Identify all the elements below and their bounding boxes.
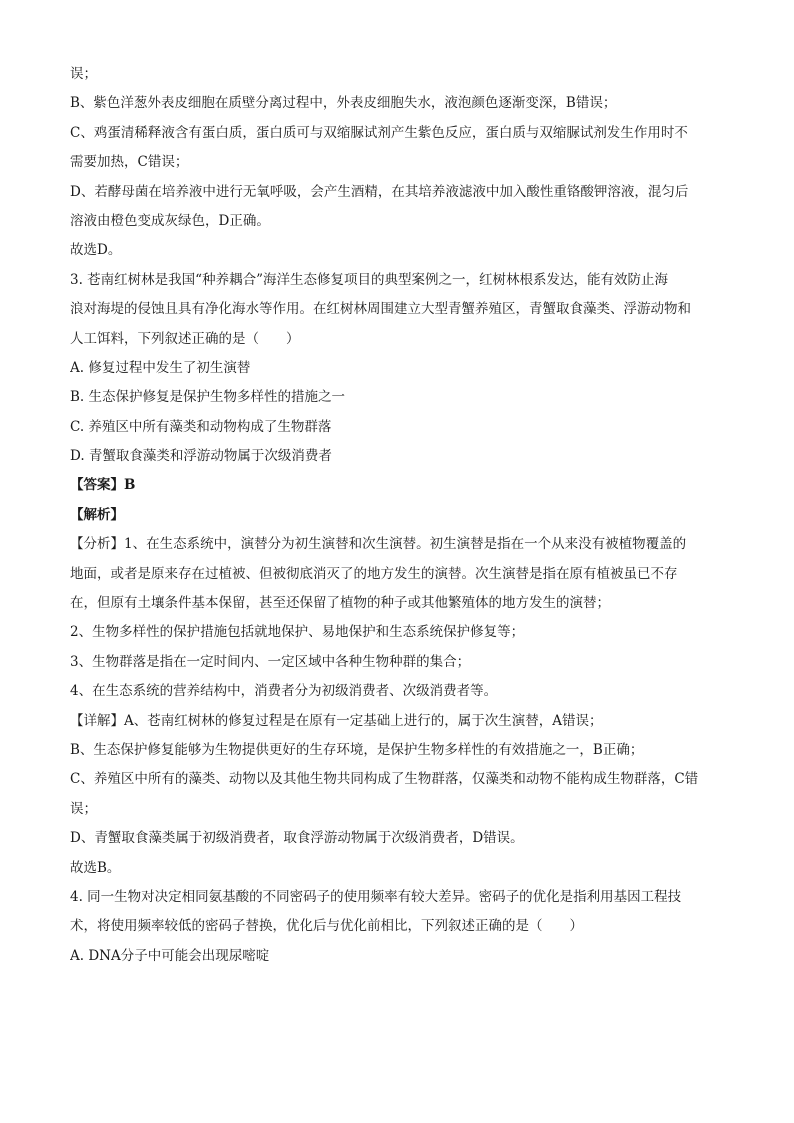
text-line: 术，将使用频率较低的密码子替换，优化后与优化前相比，下列叙述正确的是（ ） <box>70 918 583 935</box>
text-line: D. 青蟹取食藻类和浮游动物属于次级消费者 <box>70 448 332 465</box>
document-page <box>70 60 726 971</box>
text-line: 3、生物群落是指在一定时间内、一定区域中各种生物种群的集合； <box>70 653 471 670</box>
text-line: B、紫色洋葱外表皮细胞在质壁分离过程中，外表皮细胞失水，液泡颜色逐渐变深，B错误； <box>70 95 617 112</box>
text-line: C. 养殖区中所有藻类和动物构成了生物群落 <box>70 418 332 435</box>
text-line: A. 修复过程中发生了初生演替 <box>70 359 251 376</box>
text-line: 4、在生态系统的营养结构中，消费者分为初级消费者、次级消费者等。 <box>70 683 498 700</box>
text-line: 4. 同一生物对决定相同氨基酸的不同密码子的使用频率有较大差异。密码子的优化是指利用基因工程技 <box>70 888 682 905</box>
text-line: 溶液由橙色变成灰绿色，D正确。 <box>70 212 270 229</box>
text-line: C、鸡蛋清稀释液含有蛋白质，蛋白质可与双缩脲试剂产生紫色反应，蛋白质与双缩脲试剂发生作用时不 <box>70 124 688 141</box>
text-line: A. DNA分子中可能会出现尿嘧啶 <box>70 947 270 964</box>
text-line: 浪对海堤的侵蚀且具有净化海水等作用。在红树林周围建立大型青蟹养殖区，青蟹取食藻类、浮游动物和 <box>70 301 691 318</box>
text-line: 误； <box>70 66 97 82</box>
text-line: 【分析】1、在生态系统中，演替分为初生演替和次生演替。初生演替是指在一个从来没有被植物覆盖的 <box>70 536 687 553</box>
text-line: D、青蟹取食藻类属于初级消费者，取食浮游动物属于次级消费者，D错误。 <box>70 830 524 847</box>
text-line: D、若酵母菌在培养液中进行无氧呼吸，会产生酒精，在其培养液滤液中加入酸性重铬酸钾溶液，混匀后 <box>70 183 689 200</box>
text-line: 人工饵料，下列叙述正确的是（ ） <box>70 330 300 347</box>
text-line: 故选B。 <box>70 859 121 876</box>
text-line: 故选D。 <box>70 242 122 259</box>
text-line: 3. 苍南红树林是我国“种养耦合”海洋生态修复项目的典型案例之一，红树林根系发达，能有效防止海 <box>70 271 668 288</box>
text-line: 2、生物多样性的保护措施包括就地保护、易地保护和生态系统保护修复等； <box>70 624 525 641</box>
section-heading-line: 【解析】 <box>70 506 124 523</box>
text-line: 误； <box>70 800 97 817</box>
text-line: 需要加热，C错误； <box>70 154 189 171</box>
text-line: C、养殖区中所有的藻类、动物以及其他生物共同构成了生物群落，仅藻类和动物不能构成生物群落，C错 <box>70 771 699 788</box>
text-line: B. 生态保护修复是保护生物多样性的措施之一 <box>70 389 346 406</box>
text-line: 在，但原有土壤条件基本保留，甚至还保留了植物的种子或其他繁殖体的地方发生的演替； <box>70 595 610 612</box>
section-heading-line: 【答案】B <box>70 477 136 494</box>
text-line: 【详解】A、苍南红树林的修复过程是在原有一定基础上进行的，属于次生演替，A错误； <box>70 712 603 729</box>
text-line: 地面，或者是原来存在过植被、但被彻底消灭了的地方发生的演替。次生演替是指在原有植被虽已不存 <box>70 565 678 582</box>
text-line: B、生态保护修复能够为生物提供更好的生存环境，是保护生物多样性的有效措施之一，B正确； <box>70 741 644 758</box>
